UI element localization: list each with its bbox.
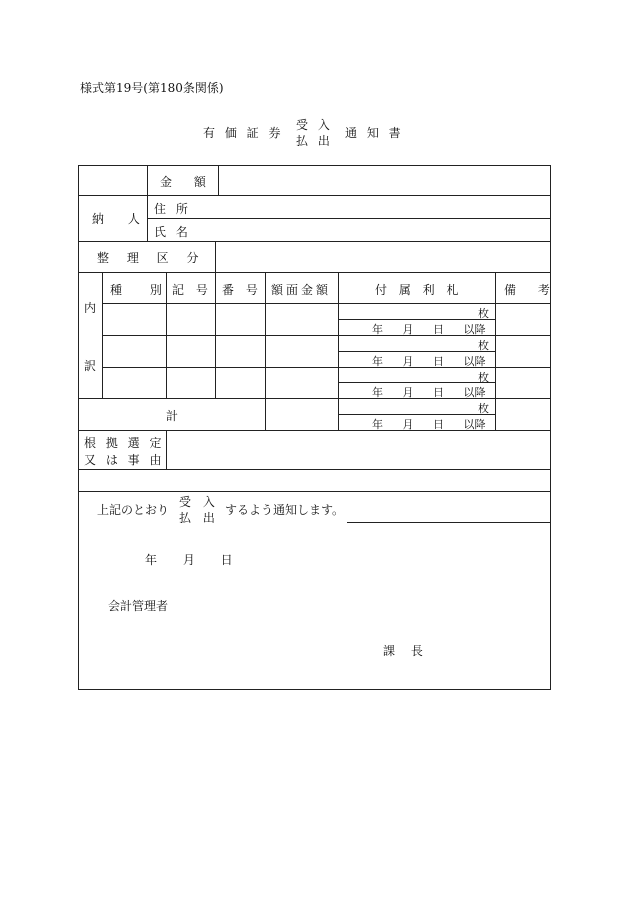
col-line <box>166 272 167 398</box>
col-kind: 種 別 <box>110 283 162 297</box>
date-after: 年 月 日 以降 <box>372 355 486 368</box>
col-symbol: 記 号 <box>172 283 208 297</box>
row-line <box>78 195 551 196</box>
notice-pay: 払 出 <box>179 511 215 525</box>
amount-label: 金 額 <box>160 175 206 189</box>
row-line <box>338 382 495 383</box>
date-after: 年 月 日 以降 <box>372 323 486 336</box>
title-pay: 払 出 <box>296 134 330 148</box>
category-label: 整 理 区 分 <box>97 251 199 265</box>
col-line <box>218 165 219 195</box>
row-line <box>78 272 551 273</box>
reason-line2: 又 は 事 由 <box>84 453 162 467</box>
row-line <box>102 303 551 304</box>
col-line <box>102 272 103 398</box>
col-remarks: 備 考 <box>504 283 550 297</box>
section-chief-label: 課 長 <box>383 644 423 658</box>
sheets-unit: 枚 <box>478 371 489 384</box>
col-line <box>215 272 216 398</box>
total-label: 計 <box>166 409 179 423</box>
row-line <box>338 319 495 320</box>
col-line <box>495 272 496 430</box>
row-line <box>147 218 551 219</box>
detail-label-top: 内 <box>84 301 97 315</box>
notice-prefix: 上記のとおり <box>97 503 170 517</box>
underline <box>347 522 551 523</box>
col-line <box>147 165 148 241</box>
date-after: 年 月 日 以降 <box>372 418 486 431</box>
official-label: 会計管理者 <box>108 599 169 613</box>
row-line <box>338 351 495 352</box>
reason-line1: 根 拠 選 定 <box>84 436 162 450</box>
address-label: 住 所 <box>154 202 188 216</box>
col-number: 番 号 <box>222 283 258 297</box>
notice-receive: 受 入 <box>179 495 215 509</box>
row-line <box>78 241 551 242</box>
col-line <box>338 272 339 430</box>
notice-suffix: するよう通知します。 <box>225 503 345 517</box>
col-line <box>166 430 167 469</box>
title-prefix: 有 価 証 券 <box>203 126 281 140</box>
payer-label: 納 人 <box>92 212 140 226</box>
row-line <box>78 469 551 470</box>
name-label: 氏 名 <box>154 225 188 239</box>
sheets-unit: 枚 <box>478 307 489 320</box>
col-line <box>265 272 266 430</box>
notice-date: 年 月 日 <box>145 553 233 567</box>
title-suffix: 通 知 書 <box>345 126 401 140</box>
title-receive: 受 入 <box>296 118 330 132</box>
col-face-value: 額面金額 <box>271 283 332 297</box>
row-line <box>338 414 495 415</box>
detail-label-bottom: 訳 <box>84 359 97 373</box>
row-line <box>78 491 551 492</box>
sheets-unit: 枚 <box>478 402 489 415</box>
col-coupon: 付 属 利 札 <box>375 283 459 297</box>
sheets-unit: 枚 <box>478 339 489 352</box>
col-line <box>215 241 216 272</box>
form-number: 様式第19号(第180条関係) <box>80 81 224 95</box>
date-after: 年 月 日 以降 <box>372 386 486 399</box>
